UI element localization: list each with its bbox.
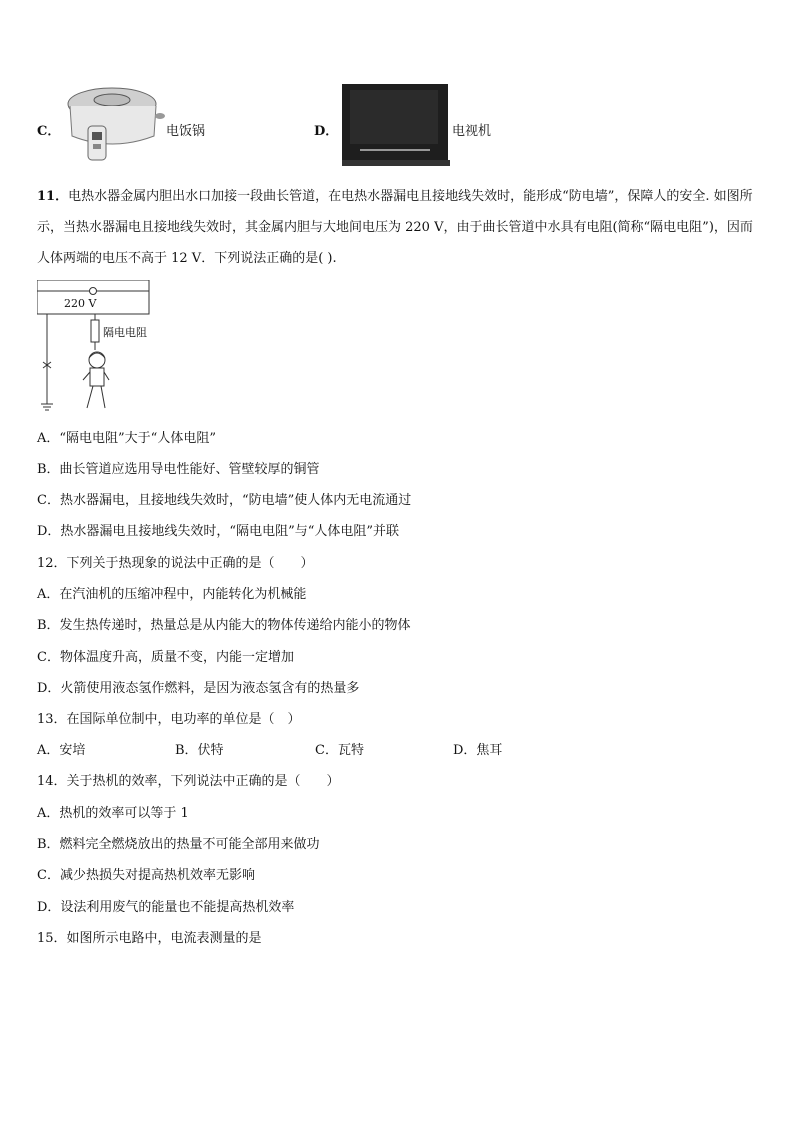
resistor-label: 隔电电阻 — [103, 326, 147, 339]
q13-stem: 13．在国际单位制中，电功率的单位是（ ） — [37, 712, 301, 727]
option-d-letter: D． — [314, 124, 339, 139]
q11-option-c: C．热水器漏电，且接地线失效时，“防电墙”使人体内无电流通过 — [37, 493, 412, 508]
q11-number: 11． — [37, 189, 69, 204]
q15-stem: 15．如图所示电路中，电流表测量的是 — [37, 931, 262, 946]
q11-text: 电热水器金属内胆出水口加接一段曲长管道，在电热水器漏电且接地线失效时，能形成“防电墙”，保障人的安全. 如图所示，当热水器漏电且接地线失效时，其金属内胆与大地间电压为 220 V，由于曲长管道中水具有电阻(简称“隔电电阻”)，因而人体两端的电压不高于 12 V．下列说法正确的是( ). — [37, 189, 753, 266]
q11-option-b: B．曲长管道应选用导电性能好、管壁较厚的铜管 — [37, 462, 320, 477]
q12-option-c: C．物体温度升高，质量不变，内能一定增加 — [37, 650, 294, 665]
tv-set-image — [340, 84, 452, 168]
q11-stem — [37, 181, 759, 274]
q14-option-a: A．热机的效率可以等于 1 — [37, 806, 189, 821]
q14-option-d: D．设法利用废气的能量也不能提高热机效率 — [37, 900, 295, 915]
q12-stem: 12．下列关于热现象的说法中正确的是（ ） — [37, 556, 314, 571]
q11-option-a: A．“隔电电阻”大于“人体电阻” — [37, 431, 216, 446]
q12-option-d: D．火箭使用液态氢作燃料，是因为液态氢含有的热量多 — [37, 681, 360, 696]
q13-option-c: C．瓦特 — [315, 743, 364, 758]
option-c-letter: C． — [37, 124, 61, 139]
q14-stem: 14．关于热机的效率，下列说法中正确的是（ ） — [37, 774, 340, 789]
q13-option-b: B．伏特 — [175, 743, 224, 758]
voltage-label: 220 V — [64, 297, 97, 310]
q12-option-b: B．发生热传递时，热量总是从内能大的物体传递给内能小的物体 — [37, 618, 411, 633]
q14-option-c: C．减少热损失对提高热机效率无影响 — [37, 868, 255, 883]
q11-option-d: D．热水器漏电且接地线失效时，“隔电电阻”与“人体电阻”并联 — [37, 524, 400, 539]
q13-option-a: A．安培 — [37, 743, 86, 758]
q12-option-a: A．在汽油机的压缩冲程中，内能转化为机械能 — [37, 587, 307, 602]
water-heater-circuit-diagram — [37, 280, 167, 415]
q14-option-b: B．燃料完全燃烧放出的热量不可能全部用来做功 — [37, 837, 320, 852]
rice-cooker-image — [62, 82, 166, 166]
q13-option-d: D．焦耳 — [453, 743, 503, 758]
option-c-caption: 电饭锅 — [166, 124, 206, 139]
option-d-caption: 电视机 — [452, 124, 492, 139]
